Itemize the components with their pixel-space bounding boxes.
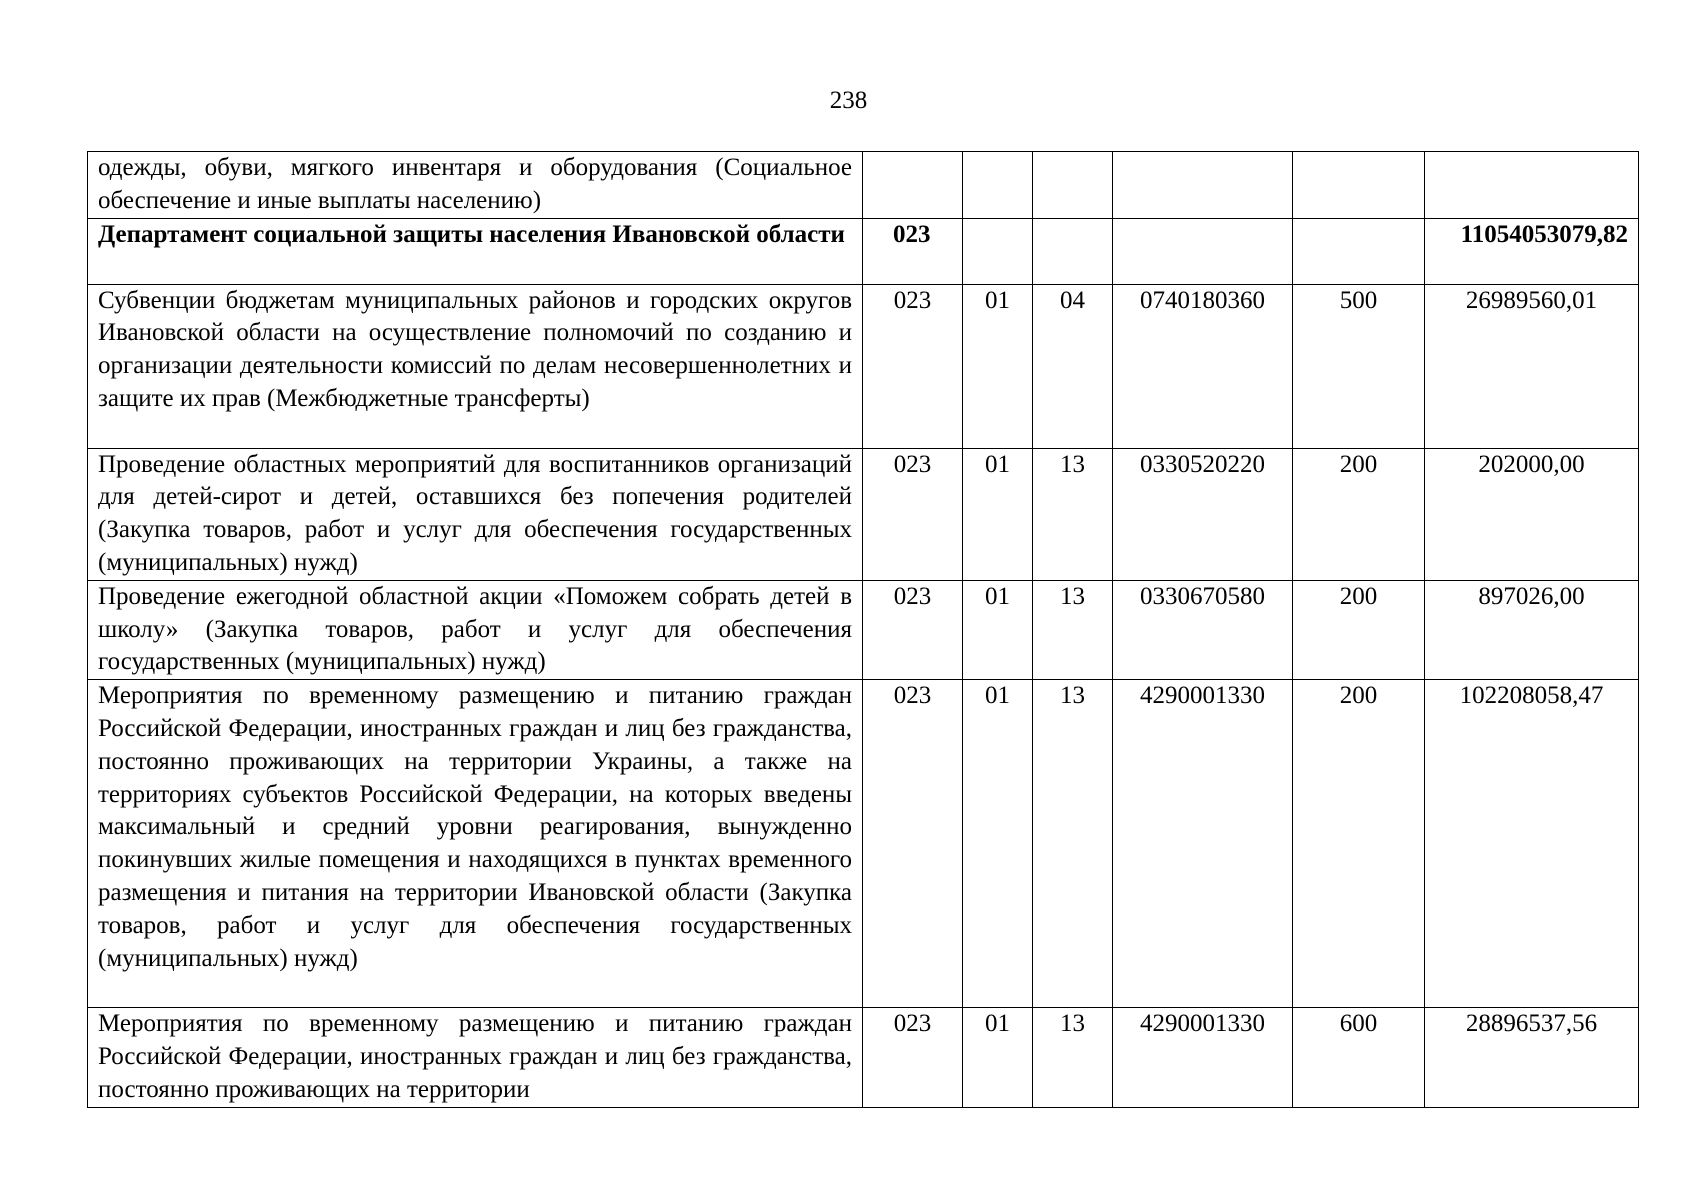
expense-type-code: 500 (1293, 284, 1425, 448)
budget-table (87, 151, 1639, 1108)
department-row (88, 218, 1639, 284)
target-article-code: 4290001330 (1113, 680, 1293, 1008)
expense-type-code (1293, 218, 1425, 284)
page-number: 238 (829, 87, 868, 114)
subsection-code: 13 (1033, 448, 1113, 580)
ministry-code (863, 152, 963, 219)
ministry-code: 023 (863, 1008, 963, 1107)
row-description: Департамент социальной защиты населения Ивановской области (88, 218, 863, 284)
table-row (88, 152, 1639, 219)
target-article-code (1113, 152, 1293, 219)
amount: 202000,00 (1425, 448, 1639, 580)
expense-type-code: 200 (1293, 680, 1425, 1008)
section-code: 01 (963, 680, 1033, 1008)
amount (1425, 152, 1639, 219)
expense-type-code (1293, 152, 1425, 219)
table-row (88, 580, 1639, 679)
table-row (88, 448, 1639, 580)
target-article-code: 0740180360 (1113, 284, 1293, 448)
amount: 11054053079,82 (1425, 218, 1639, 284)
ministry-code: 023 (863, 580, 963, 679)
expense-type-code: 200 (1293, 580, 1425, 679)
row-description: одежды, обуви, мягкого инвентаря и оборудования (Социальное обеспечение и иные выплаты населению) (88, 152, 863, 219)
subsection-code: 13 (1033, 580, 1113, 679)
subsection-code (1033, 152, 1113, 219)
section-code (963, 152, 1033, 219)
target-article-code: 0330520220 (1113, 448, 1293, 580)
ministry-code: 023 (863, 680, 963, 1008)
ministry-code: 023 (863, 448, 963, 580)
amount: 102208058,47 (1425, 680, 1639, 1008)
target-article-code: 0330670580 (1113, 580, 1293, 679)
subsection-code: 04 (1033, 284, 1113, 448)
ministry-code: 023 (863, 218, 963, 284)
row-description: Проведение областных мероприятий для воспитанников организаций для детей-сирот и детей, оставшихся без попечения родителей (Закупка товаров, работ и услуг для обеспечения государственных (муниципальных) нужд) (88, 448, 863, 580)
section-code (963, 218, 1033, 284)
row-description: Субвенции бюджетам муниципальных районов и городских округов Ивановской области на осуществление полномочий по созданию и организации деятельности комиссий по делам несовершеннолетних и защите их прав (Межбюджетные трансферты) (88, 284, 863, 448)
table-row (88, 1008, 1639, 1107)
ministry-code: 023 (863, 284, 963, 448)
section-code: 01 (963, 580, 1033, 679)
expense-type-code: 600 (1293, 1008, 1425, 1107)
amount: 26989560,01 (1425, 284, 1639, 448)
subsection-code (1033, 218, 1113, 284)
target-article-code (1113, 218, 1293, 284)
row-description: Мероприятия по временному размещению и питанию граждан Российской Федерации, иностранных граждан и лиц без гражданства, постоянно проживающих на территории (88, 1008, 863, 1107)
row-description: Мероприятия по временному размещению и питанию граждан Российской Федерации, иностранных граждан и лиц без гражданства, постоянно проживающих на территории Украины, а также на территориях субъектов Российской Федерации, на которых введены максимальный и средний уровни реагирования, вынужденно покинувших жилые помещения и находящихся в пунктах временного размещения и питания на территории Ивановской области (Закупка товаров, работ и услуг для обеспечения государственных (муниципальных) нужд) (88, 680, 863, 1008)
subsection-code: 13 (1033, 680, 1113, 1008)
table-row (88, 680, 1639, 1008)
amount: 28896537,56 (1425, 1008, 1639, 1107)
target-article-code: 4290001330 (1113, 1008, 1293, 1107)
expense-type-code: 200 (1293, 448, 1425, 580)
row-description: Проведение ежегодной областной акции «Поможем собрать детей в школу» (Закупка товаров, работ и услуг для обеспечения государственных (муниципальных) нужд) (88, 580, 863, 679)
section-code: 01 (963, 284, 1033, 448)
subsection-code: 13 (1033, 1008, 1113, 1107)
section-code: 01 (963, 448, 1033, 580)
amount: 897026,00 (1425, 580, 1639, 679)
section-code: 01 (963, 1008, 1033, 1107)
table-row (88, 284, 1639, 448)
